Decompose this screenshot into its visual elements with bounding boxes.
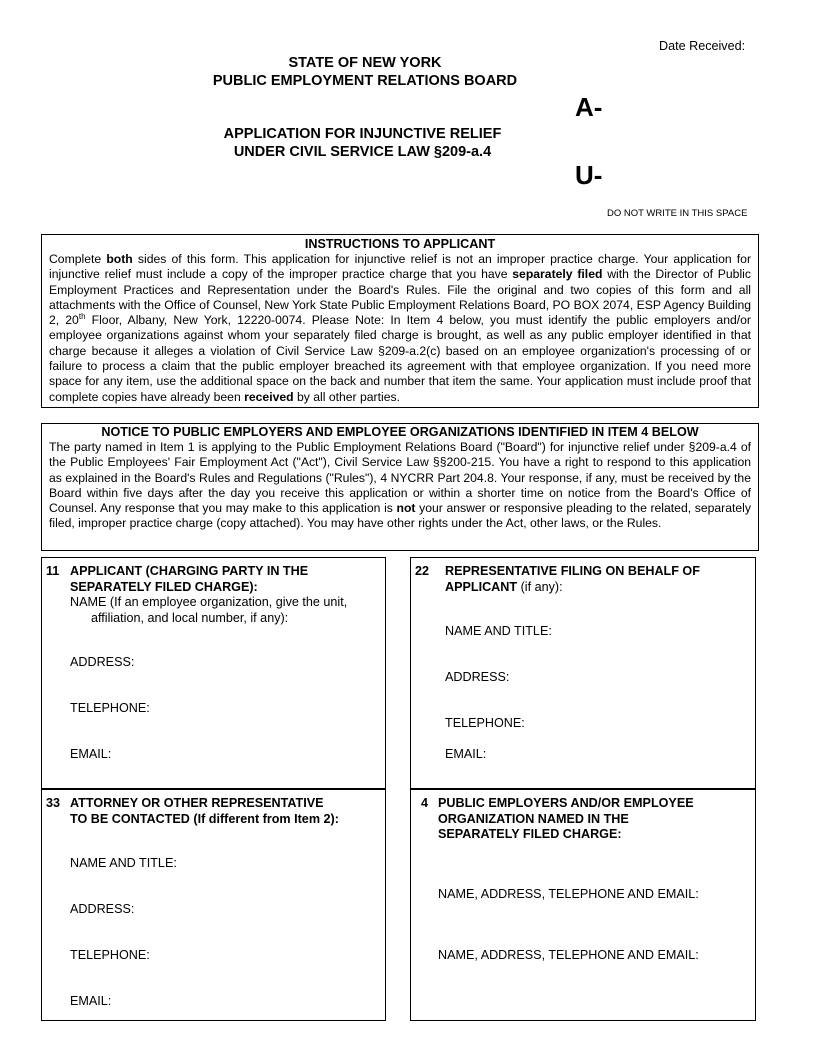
item2-representative-box[interactable] xyxy=(410,557,756,789)
item3-email-label: EMAIL: xyxy=(70,994,112,1008)
form-title-line2: UNDER CIVIL SERVICE LAW §209-a.4 xyxy=(233,144,492,160)
board-line: PUBLIC EMPLOYMENT RELATIONS BOARD xyxy=(212,73,518,89)
item1-address-label: ADDRESS: xyxy=(70,655,135,669)
item1-title: APPLICANT (CHARGING PARTY IN THE SEPARATELY FILED CHARGE): NAME (If an employee organization, give the unit, affiliation, and local number, if any): xyxy=(70,564,380,626)
case-prefix-a: A- xyxy=(575,92,603,122)
item1-name-label: NAME (If an employee organization, give the unit, xyxy=(70,595,348,609)
item3-number: 33 xyxy=(46,796,61,810)
instructions-heading: INSTRUCTIONS TO APPLICANT xyxy=(304,237,496,251)
item2-email-label: EMAIL: xyxy=(445,747,487,761)
notice-text: The party named in Item 1 is applying to the Public Employment Relations Board ("Board") for injunctive relief under §209-a.4 of the Public Employees' Fair Employment Act ("Act"), Civil Service Law §§200-215. You have a right to respond to this application as explained in the Board's Rules and Regulations ("Rules"), 4 NYCRR Part 204.8. Your response, if any, must be received by the Board within five days after the day you receive this application or within a shorter time on notice from the Board's Office of Counsel. Any response that you may make to this application is not your answer or responsive pleading to the related, separately filed, improper practice charge (copy attached). You may have other rights under the Act, other laws, or the Rules. xyxy=(49,440,751,531)
state-line: STATE OF NEW YORK xyxy=(288,55,442,71)
item1-email-label: EMAIL: xyxy=(70,747,112,761)
item1-number: 11 xyxy=(46,564,60,578)
item2-name-label: NAME AND TITLE: xyxy=(445,624,552,638)
item2-address-label: ADDRESS: xyxy=(445,670,510,684)
notice-box xyxy=(41,423,759,551)
item3-telephone-label: TELEPHONE: xyxy=(70,948,150,962)
item1-name-label-cont: affiliation, and local number, if any): xyxy=(91,610,289,625)
notice-heading: NOTICE TO PUBLIC EMPLOYERS AND EMPLOYEE ORGANIZATIONS IDENTIFIED IN ITEM 4 BELOW xyxy=(101,425,699,439)
item3-attorney-box[interactable] xyxy=(41,789,386,1021)
item4-number: 4 xyxy=(421,796,429,810)
form-title-line1: APPLICATION FOR INJUNCTIVE RELIEF xyxy=(223,126,502,142)
case-prefix-u: U- xyxy=(575,160,603,190)
item4-entry2-label: NAME, ADDRESS, TELEPHONE AND EMAIL: xyxy=(438,948,699,962)
item2-title: REPRESENTATIVE FILING ON BEHALF OF APPLICANT (if any): xyxy=(445,564,700,594)
date-received-label: Date Received: xyxy=(659,39,746,53)
item1-telephone-label: TELEPHONE: xyxy=(70,701,150,715)
item2-telephone-label: TELEPHONE: xyxy=(445,716,525,730)
item3-title: ATTORNEY OR OTHER REPRESENTATIVE TO BE CONTACTED (If different from Item 2): xyxy=(70,796,339,826)
instructions-text: Complete both sides of this form. This application for injunctive relief is not an improper practice charge. Your application for injunctive relief must include a copy of the improper practice charge that you have separately filed with the Director of Public Employment Practices and Representation under the Board's Rules. File the original and two copies of this form and all attachments with the Office of Counsel, New York State Public Employment Relations Board, PO BOX 2074, ESP Agency Building 2, 20th Floor, Albany, New York, 12220-0074. Please Note: In Item 4 below, you must identify the public employers and/or employee organizations against whom your separately filed charge is brought, as well as any public employer identified in that charge because it alleges a violation of Civil Service Law §209-a.2(c) based on an employee organization's processing of or failure to process a claim that the public employer breached its agreement with that employee organization. If you need more space for any item, use the additional space on the back and number that item the same. Your application must include proof that complete copies have already been received by all other parties. xyxy=(49,252,752,404)
item3-name-label: NAME AND TITLE: xyxy=(70,856,177,870)
item3-address-label: ADDRESS: xyxy=(70,902,135,916)
instructions-box xyxy=(41,234,759,408)
item2-number: 22 xyxy=(415,564,430,578)
do-not-write-note: DO NOT WRITE IN THIS SPACE xyxy=(607,208,748,219)
item4-respondents-box[interactable] xyxy=(410,789,756,1021)
item1-applicant-box[interactable] xyxy=(41,557,386,789)
item4-entry1-label: NAME, ADDRESS, TELEPHONE AND EMAIL: xyxy=(438,887,699,901)
form-title xyxy=(150,125,575,161)
agency-header xyxy=(150,54,580,90)
item4-title: PUBLIC EMPLOYERS AND/OR EMPLOYEE ORGANIZATION NAMED IN THE SEPARATELY FILED CHARGE: xyxy=(438,796,694,841)
